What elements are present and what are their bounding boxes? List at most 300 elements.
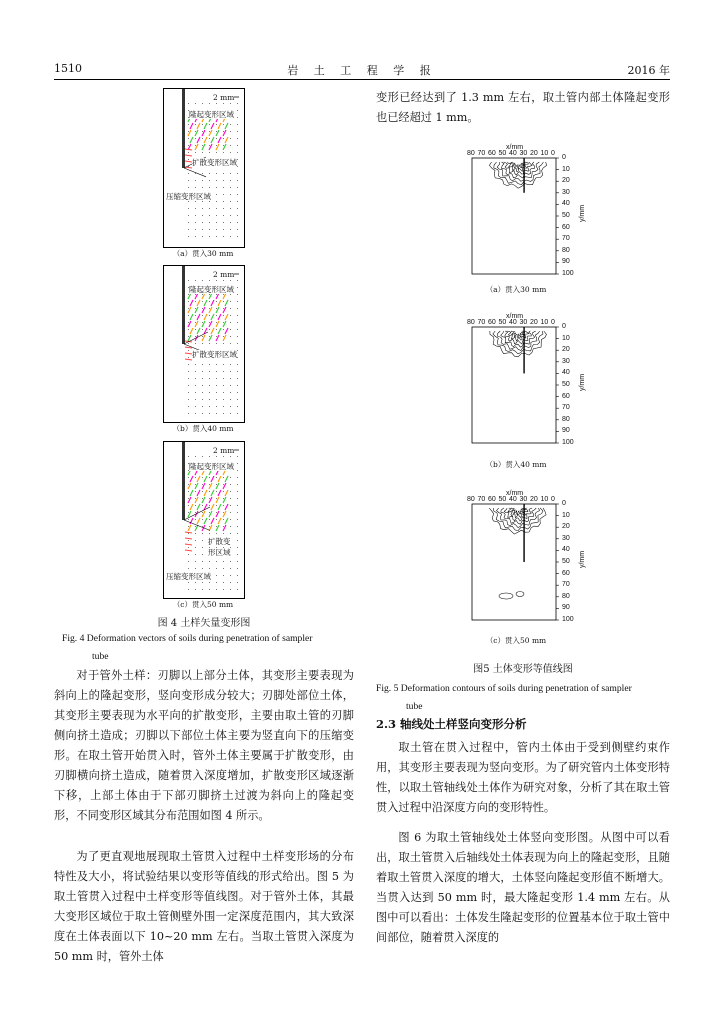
grid-dot bbox=[188, 229, 189, 230]
grid-dot bbox=[195, 561, 196, 562]
grid-dot bbox=[216, 505, 217, 506]
uplift-vector bbox=[209, 483, 212, 489]
grid-dot bbox=[216, 222, 217, 223]
plot-frame bbox=[472, 158, 556, 274]
uplift-vector bbox=[209, 144, 212, 150]
grid-dot bbox=[209, 512, 210, 513]
grid-dot bbox=[202, 526, 203, 527]
spread-vector bbox=[185, 532, 192, 533]
grid-dot bbox=[230, 103, 231, 104]
grid-dot bbox=[202, 336, 203, 337]
grid-dot bbox=[188, 554, 189, 555]
grid-dot bbox=[188, 540, 189, 541]
grid-dot bbox=[223, 505, 224, 506]
sampler-tube-wall bbox=[182, 442, 185, 520]
grid-dot bbox=[223, 519, 224, 520]
x-tick-label: 20 bbox=[530, 496, 538, 503]
fig5-caption-en-1: Fig. 5 Deformation contours of soils during penetration of sampler bbox=[376, 683, 632, 694]
running-header bbox=[54, 62, 670, 78]
grid-dot bbox=[237, 589, 238, 590]
grid-dot bbox=[216, 329, 217, 330]
spread-vector bbox=[185, 538, 192, 539]
grid-dot bbox=[202, 322, 203, 323]
grid-dot bbox=[202, 484, 203, 485]
grid-dot bbox=[188, 484, 189, 485]
grid-dot bbox=[209, 103, 210, 104]
grid-dot bbox=[216, 582, 217, 583]
grid-dot bbox=[195, 484, 196, 485]
y-tick-label: 20 bbox=[562, 346, 570, 354]
uplift-vector bbox=[223, 130, 226, 136]
grid-dot bbox=[202, 138, 203, 139]
x-axis-label: x/mm bbox=[506, 490, 524, 497]
plot-frame bbox=[472, 327, 556, 443]
contour-line bbox=[511, 162, 526, 169]
grid-dot bbox=[216, 187, 217, 188]
grid-dot bbox=[195, 399, 196, 400]
grid-dot bbox=[223, 406, 224, 407]
grid-dot bbox=[216, 491, 217, 492]
grid-dot bbox=[188, 350, 189, 351]
x-axis-label: x/mm bbox=[506, 313, 524, 320]
grid-dot bbox=[230, 322, 231, 323]
uplift-vector bbox=[209, 307, 212, 313]
uplift-vector bbox=[225, 314, 228, 320]
grid-dot bbox=[188, 533, 189, 534]
fig4-caption-en-2: tube bbox=[92, 651, 109, 662]
uplift-vector bbox=[216, 144, 219, 150]
grid-dot bbox=[202, 568, 203, 569]
grid-dot bbox=[216, 406, 217, 407]
fig5-caption-c: （c）贯入50 mm bbox=[485, 636, 547, 645]
grid-dot bbox=[216, 392, 217, 393]
spread-zone-label: 扩散变形区域 bbox=[192, 350, 237, 359]
grid-dot bbox=[230, 124, 231, 125]
publication-year: 2016 年 bbox=[627, 64, 670, 77]
grid-dot bbox=[188, 131, 189, 132]
x-tick-label: 50 bbox=[498, 150, 507, 157]
uplift-vector bbox=[225, 137, 228, 143]
grid-dot bbox=[216, 138, 217, 139]
grid-dot bbox=[237, 505, 238, 506]
grid-dot bbox=[237, 392, 238, 393]
grid-dot bbox=[237, 357, 238, 358]
grid-dot bbox=[223, 201, 224, 202]
grid-dot bbox=[209, 371, 210, 372]
grid-dot bbox=[188, 357, 189, 358]
grid-dot bbox=[209, 301, 210, 302]
grid-dot bbox=[209, 399, 210, 400]
grid-dot bbox=[223, 145, 224, 146]
spread-vector bbox=[185, 359, 192, 360]
grid-dot bbox=[230, 477, 231, 478]
grid-dot bbox=[237, 371, 238, 372]
grid-dot bbox=[223, 343, 224, 344]
grid-dot bbox=[202, 371, 203, 372]
grid-dot bbox=[188, 456, 189, 457]
uplift-vector bbox=[225, 490, 228, 496]
spread-vector bbox=[185, 347, 192, 348]
grid-dot bbox=[202, 329, 203, 330]
fig5-caption-en-2: tube bbox=[406, 701, 423, 712]
uplift-vector bbox=[204, 476, 207, 482]
x-tick-label: 80 bbox=[467, 319, 475, 326]
grid-dot bbox=[223, 222, 224, 223]
grid-dot bbox=[195, 103, 196, 104]
grid-dot bbox=[209, 208, 210, 209]
uplift-vector bbox=[197, 314, 200, 320]
uplift-vector bbox=[202, 483, 205, 489]
grid-dot bbox=[209, 519, 210, 520]
grid-dot bbox=[216, 371, 217, 372]
y-tick-label: 100 bbox=[562, 616, 574, 623]
grid-dot bbox=[202, 364, 203, 365]
grid-dot bbox=[237, 138, 238, 139]
grid-dot bbox=[223, 392, 224, 393]
grid-dot bbox=[223, 315, 224, 316]
grid-dot bbox=[209, 329, 210, 330]
compress-zone-label: 压缩变形区域 bbox=[166, 192, 211, 201]
grid-dot bbox=[195, 329, 196, 330]
uplift-vector bbox=[216, 307, 219, 313]
uplift-zone-label: 隆起变形区域 bbox=[189, 462, 234, 471]
grid-dot bbox=[237, 470, 238, 471]
grid-dot bbox=[195, 406, 196, 407]
uplift-vector bbox=[188, 497, 191, 503]
grid-dot bbox=[209, 236, 210, 237]
y-tick-label: 70 bbox=[562, 404, 570, 412]
uplift-vector bbox=[190, 314, 193, 320]
x-tick-label: 40 bbox=[509, 319, 517, 326]
fig4-caption-c: （c）贯入50 mm bbox=[172, 600, 234, 609]
grid-dot bbox=[209, 280, 210, 281]
fig5-panel-c bbox=[460, 490, 590, 634]
grid-dot bbox=[223, 103, 224, 104]
fig5-panel-b bbox=[460, 313, 590, 457]
uplift-vector bbox=[211, 328, 214, 334]
section-heading: 2.3 轴线处土样竖向变形分析 bbox=[376, 717, 527, 731]
x-tick-label: 50 bbox=[498, 496, 507, 503]
grid-dot bbox=[230, 519, 231, 520]
uplift-vector bbox=[204, 300, 207, 306]
uplift-vector bbox=[211, 137, 214, 143]
grid-dot bbox=[223, 173, 224, 174]
y-tick-label: 90 bbox=[562, 427, 570, 435]
uplift-vector bbox=[197, 300, 200, 306]
y-tick-label: 90 bbox=[562, 258, 570, 266]
grid-dot bbox=[230, 138, 231, 139]
grid-dot bbox=[188, 561, 189, 562]
grid-dot bbox=[188, 159, 189, 160]
y-tick-label: 60 bbox=[562, 569, 570, 577]
grid-dot bbox=[230, 194, 231, 195]
grid-dot bbox=[188, 582, 189, 583]
grid-dot bbox=[237, 498, 238, 499]
grid-dot bbox=[202, 187, 203, 188]
y-tick-label: 30 bbox=[562, 188, 570, 196]
grid-dot bbox=[230, 131, 231, 132]
grid-dot bbox=[237, 222, 238, 223]
contour-line bbox=[516, 592, 524, 597]
grid-dot bbox=[202, 406, 203, 407]
fig5-panel-a bbox=[460, 144, 590, 284]
y-tick-label: 70 bbox=[562, 235, 570, 243]
grid-dot bbox=[216, 124, 217, 125]
grid-dot bbox=[237, 568, 238, 569]
x-tick-label: 0 bbox=[551, 150, 555, 157]
grid-dot bbox=[195, 322, 196, 323]
x-tick-label: 10 bbox=[540, 319, 549, 326]
grid-dot bbox=[202, 505, 203, 506]
grid-dot bbox=[202, 392, 203, 393]
grid-dot bbox=[216, 236, 217, 237]
fig4-caption-cn: 图 4 土样矢量变形图 bbox=[157, 618, 251, 629]
grid-dot bbox=[202, 491, 203, 492]
grid-dot bbox=[216, 280, 217, 281]
grid-dot bbox=[202, 413, 203, 414]
grid-dot bbox=[237, 399, 238, 400]
grid-dot bbox=[230, 399, 231, 400]
grid-dot bbox=[209, 582, 210, 583]
grid-dot bbox=[188, 215, 189, 216]
grid-dot bbox=[202, 315, 203, 316]
right-top-paragraph: 变形已经达到了 1.3 mm 左右，取土管内部土体隆起变形也已经超过 1 mm。 bbox=[376, 91, 670, 124]
uplift-vector bbox=[188, 483, 191, 489]
grid-dot bbox=[195, 229, 196, 230]
y-tick-label: 100 bbox=[562, 270, 574, 277]
scale-label: 2 mm bbox=[213, 446, 235, 455]
grid-dot bbox=[202, 222, 203, 223]
grid-dot bbox=[237, 229, 238, 230]
grid-dot bbox=[216, 180, 217, 181]
grid-dot bbox=[202, 308, 203, 309]
x-tick-label: 80 bbox=[467, 150, 475, 157]
grid-dot bbox=[202, 301, 203, 302]
grid-dot bbox=[188, 322, 189, 323]
uplift-vector bbox=[223, 335, 226, 341]
grid-dot bbox=[223, 456, 224, 457]
grid-dot bbox=[237, 208, 238, 209]
grid-dot bbox=[209, 505, 210, 506]
grid-dot bbox=[230, 512, 231, 513]
grid-dot bbox=[223, 399, 224, 400]
uplift-vector bbox=[218, 490, 221, 496]
grid-dot bbox=[209, 413, 210, 414]
uplift-vector bbox=[225, 518, 228, 524]
grid-dot bbox=[216, 152, 217, 153]
grid-dot bbox=[223, 131, 224, 132]
grid-dot bbox=[209, 180, 210, 181]
grid-dot bbox=[230, 561, 231, 562]
grid-dot bbox=[230, 575, 231, 576]
grid-dot bbox=[188, 280, 189, 281]
grid-dot bbox=[202, 477, 203, 478]
grid-dot bbox=[223, 322, 224, 323]
uplift-vector bbox=[211, 518, 214, 524]
grid-dot bbox=[209, 406, 210, 407]
grid-dot bbox=[209, 484, 210, 485]
x-tick-label: 50 bbox=[498, 319, 507, 326]
grid-dot bbox=[237, 329, 238, 330]
uplift-vector bbox=[209, 511, 212, 517]
grid-dot bbox=[230, 526, 231, 527]
uplift-vector bbox=[188, 307, 191, 313]
grid-dot bbox=[216, 378, 217, 379]
x-tick-label: 80 bbox=[467, 496, 475, 503]
grid-dot bbox=[223, 180, 224, 181]
grid-dot bbox=[188, 145, 189, 146]
grid-dot bbox=[237, 512, 238, 513]
grid-dot bbox=[237, 308, 238, 309]
grid-dot bbox=[237, 575, 238, 576]
grid-dot bbox=[230, 173, 231, 174]
grid-dot bbox=[195, 124, 196, 125]
grid-dot bbox=[195, 385, 196, 386]
grid-dot bbox=[216, 308, 217, 309]
grid-dot bbox=[195, 491, 196, 492]
grid-dot bbox=[230, 145, 231, 146]
y-axis-label: y/mm bbox=[579, 373, 587, 392]
uplift-vector bbox=[202, 307, 205, 313]
grid-dot bbox=[209, 152, 210, 153]
grid-dot bbox=[202, 554, 203, 555]
x-tick-label: 40 bbox=[509, 150, 517, 157]
y-tick-label: 20 bbox=[562, 177, 570, 185]
x-tick-label: 40 bbox=[509, 496, 517, 503]
x-tick-label: 70 bbox=[477, 496, 486, 503]
spread-zone-label: 扩散变形区域 bbox=[192, 158, 237, 167]
y-tick-label: 10 bbox=[562, 165, 570, 173]
grid-dot bbox=[230, 336, 231, 337]
grid-dot bbox=[237, 322, 238, 323]
uplift-vector bbox=[204, 314, 207, 320]
grid-dot bbox=[195, 215, 196, 216]
grid-dot bbox=[230, 222, 231, 223]
uplift-vector bbox=[190, 476, 193, 482]
grid-dot bbox=[223, 208, 224, 209]
uplift-vector bbox=[190, 490, 193, 496]
grid-dot bbox=[230, 364, 231, 365]
uplift-vector bbox=[195, 130, 198, 136]
uplift-vector bbox=[216, 511, 219, 517]
y-tick-label: 80 bbox=[562, 592, 570, 600]
uplift-vector bbox=[188, 525, 191, 531]
zone-boundary bbox=[184, 520, 210, 530]
uplift-vector bbox=[202, 321, 205, 327]
grid-dot bbox=[209, 533, 210, 534]
grid-dot bbox=[209, 187, 210, 188]
grid-dot bbox=[188, 236, 189, 237]
x-tick-label: 0 bbox=[551, 496, 555, 503]
spread-vector bbox=[185, 544, 192, 545]
grid-dot bbox=[195, 526, 196, 527]
grid-dot bbox=[195, 413, 196, 414]
grid-dot bbox=[188, 208, 189, 209]
grid-dot bbox=[202, 378, 203, 379]
contour-line bbox=[505, 331, 532, 344]
grid-dot bbox=[216, 173, 217, 174]
grid-dot bbox=[237, 336, 238, 337]
grid-dot bbox=[188, 371, 189, 372]
grid-dot bbox=[216, 315, 217, 316]
grid-dot bbox=[216, 512, 217, 513]
grid-dot bbox=[202, 456, 203, 457]
grid-dot bbox=[230, 329, 231, 330]
grid-dot bbox=[223, 385, 224, 386]
x-tick-label: 30 bbox=[519, 150, 528, 157]
grid-dot bbox=[216, 215, 217, 216]
grid-dot bbox=[202, 103, 203, 104]
grid-dot bbox=[195, 505, 196, 506]
grid-dot bbox=[230, 392, 231, 393]
grid-dot bbox=[237, 456, 238, 457]
grid-dot bbox=[230, 589, 231, 590]
uplift-vector bbox=[190, 504, 193, 510]
grid-dot bbox=[237, 280, 238, 281]
zone-boundary bbox=[184, 332, 208, 344]
grid-dot bbox=[195, 208, 196, 209]
uplift-vector bbox=[197, 518, 200, 524]
grid-dot bbox=[202, 582, 203, 583]
x-tick-label: 30 bbox=[519, 496, 528, 503]
uplift-vector bbox=[218, 123, 221, 129]
grid-dot bbox=[202, 180, 203, 181]
grid-dot bbox=[188, 526, 189, 527]
grid-dot bbox=[230, 533, 231, 534]
grid-dot bbox=[188, 512, 189, 513]
uplift-vector bbox=[197, 123, 200, 129]
contour-line bbox=[511, 331, 525, 337]
grid-dot bbox=[237, 350, 238, 351]
grid-dot bbox=[188, 301, 189, 302]
uplift-vector bbox=[202, 144, 205, 150]
grid-dot bbox=[209, 364, 210, 365]
grid-dot bbox=[195, 222, 196, 223]
grid-dot bbox=[216, 477, 217, 478]
uplift-zone-label: 隆起变形区域 bbox=[189, 285, 234, 294]
sampler-tube-wall bbox=[182, 266, 185, 344]
grid-dot bbox=[230, 236, 231, 237]
uplift-vector bbox=[197, 476, 200, 482]
grid-dot bbox=[195, 456, 196, 457]
uplift-vector bbox=[188, 130, 191, 136]
grid-dot bbox=[195, 280, 196, 281]
grid-dot bbox=[230, 582, 231, 583]
fig4-caption-a: （a）贯入30 mm bbox=[172, 249, 234, 258]
grid-dot bbox=[209, 131, 210, 132]
y-tick-label: 60 bbox=[562, 223, 570, 231]
grid-dot bbox=[188, 364, 189, 365]
scale-label: 2 mm bbox=[213, 270, 235, 279]
grid-dot bbox=[223, 568, 224, 569]
uplift-vector bbox=[211, 490, 214, 496]
uplift-vector bbox=[223, 321, 226, 327]
x-tick-label: 10 bbox=[540, 496, 549, 503]
x-tick-label: 20 bbox=[530, 319, 538, 326]
grid-dot bbox=[237, 110, 238, 111]
grid-dot bbox=[209, 491, 210, 492]
grid-dot bbox=[209, 498, 210, 499]
grid-dot bbox=[202, 145, 203, 146]
grid-dot bbox=[216, 484, 217, 485]
uplift-vector bbox=[223, 525, 226, 531]
grid-dot bbox=[237, 533, 238, 534]
grid-dot bbox=[223, 561, 224, 562]
uplift-vector bbox=[218, 518, 221, 524]
grid-dot bbox=[223, 215, 224, 216]
y-tick-label: 70 bbox=[562, 581, 570, 589]
grid-dot bbox=[237, 526, 238, 527]
